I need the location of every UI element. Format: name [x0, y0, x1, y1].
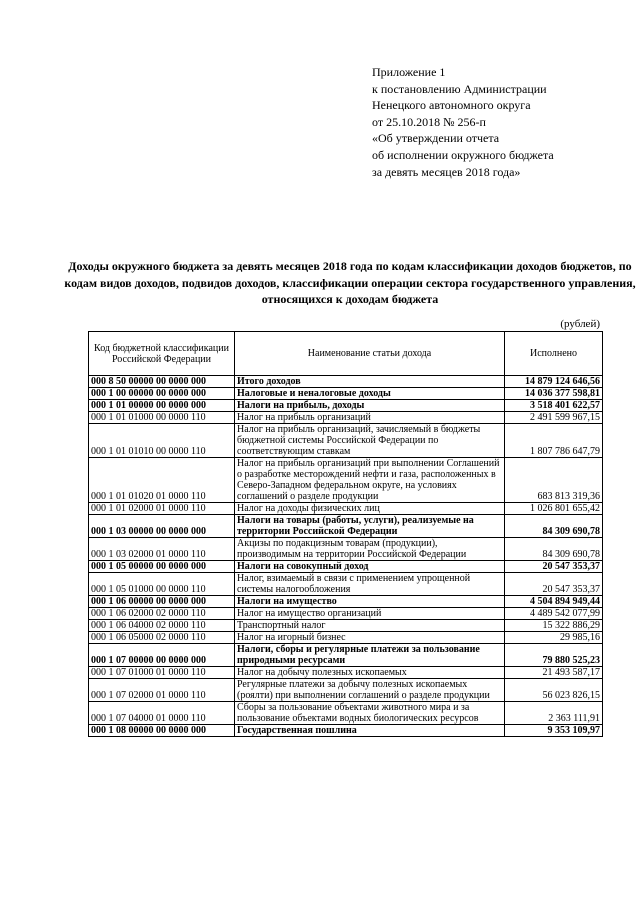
row-amount: 2 491 599 967,15	[505, 412, 603, 424]
row-amount: 14 036 377 598,81	[505, 388, 603, 400]
header-amount: Исполнено	[505, 332, 603, 376]
table-row	[89, 458, 603, 503]
row-name: Налог на игорный бизнес	[235, 632, 505, 644]
row-code: 000 1 05 01000 00 0000 110	[89, 573, 235, 596]
row-name: Регулярные платежи за добычу полезных ископаемых (роялти) при выполнении соглашений о разделе продукции	[235, 679, 505, 702]
row-code: 000 1 01 01000 00 0000 110	[89, 412, 235, 424]
row-amount: 29 985,16	[505, 632, 603, 644]
row-amount: 84 309 690,78	[505, 515, 603, 538]
appendix-line: к постановлению Администрации	[372, 81, 547, 96]
row-name: Налог на прибыль организаций при выполнении Соглашений о разработке месторождений нефти и газа, расположенных в Северо-Западном федеральном округе, на условиях соглашений о разделе продукции	[235, 458, 505, 503]
row-amount: 1 807 786 647,79	[505, 424, 603, 458]
table-row	[89, 538, 603, 561]
row-code: 000 1 01 02000 01 0000 110	[89, 503, 235, 515]
row-code: 000 1 07 00000 00 0000 000	[89, 644, 235, 667]
row-code: 000 1 06 00000 00 0000 000	[89, 596, 235, 608]
row-name: Налоги, сборы и регулярные платежи за пользование природными ресурсами	[235, 644, 505, 667]
row-amount: 84 309 690,78	[505, 538, 603, 561]
row-amount: 9 353 109,97	[505, 725, 603, 737]
row-name: Налоги на прибыль, доходы	[235, 400, 505, 412]
row-name: Государственная пошлина	[235, 725, 505, 737]
table-row	[89, 376, 603, 388]
table-row	[89, 503, 603, 515]
revenue-table	[88, 331, 603, 737]
row-name: Налоги на товары (работы, услуги), реализуемые на территории Российской Федерации	[235, 515, 505, 538]
table-row	[89, 412, 603, 424]
appendix-line: Приложение 1	[372, 65, 446, 79]
table-row	[89, 400, 603, 412]
row-code: 000 1 00 00000 00 0000 000	[89, 388, 235, 400]
row-code: 000 1 07 04000 01 0000 110	[89, 702, 235, 725]
row-amount: 14 879 124 646,56	[505, 376, 603, 388]
row-code: 000 1 08 00000 00 0000 000	[89, 725, 235, 737]
table-row	[89, 620, 603, 632]
row-amount: 1 026 801 655,42	[505, 503, 603, 515]
row-name: Налог на прибыль организаций, зачисляемый в бюджеты бюджетной системы Российской Федерации по соответствующим ставкам	[235, 424, 505, 458]
row-name: Налог на добычу полезных ископаемых	[235, 667, 505, 679]
row-amount: 4 489 542 077,99	[505, 608, 603, 620]
row-code: 000 8 50 00000 00 0000 000	[89, 376, 235, 388]
table-row	[89, 632, 603, 644]
row-amount: 2 363 111,91	[505, 702, 603, 725]
appendix-line: Ненецкого автономного округа	[372, 98, 531, 113]
appendix-line: за девять месяцев 2018 года»	[372, 164, 521, 179]
row-amount: 15 322 886,29	[505, 620, 603, 632]
row-code: 000 1 06 02000 02 0000 110	[89, 608, 235, 620]
row-amount: 20 547 353,37	[505, 573, 603, 596]
row-name: Налог на имущество организаций	[235, 608, 505, 620]
table-row	[89, 515, 603, 538]
row-code: 000 1 01 01020 01 0000 110	[89, 458, 235, 503]
row-code: 000 1 03 00000 00 0000 000	[89, 515, 235, 538]
row-amount: 20 547 353,37	[505, 561, 603, 573]
table-row	[89, 702, 603, 725]
unit-label: (рублей)	[560, 318, 600, 330]
row-name: Итого доходов	[235, 376, 505, 388]
appendix-block	[372, 64, 632, 180]
row-code: 000 1 07 02000 01 0000 110	[89, 679, 235, 702]
row-amount: 3 518 401 622,57	[505, 400, 603, 412]
row-amount: 79 880 525,23	[505, 644, 603, 667]
row-name: Налоги на имущество	[235, 596, 505, 608]
header-name: Наименование статьи дохода	[235, 332, 505, 376]
row-code: 000 1 07 01000 01 0000 110	[89, 667, 235, 679]
header-code: Код бюджетной классификации Российской Федерации	[89, 332, 235, 376]
row-amount: 4 504 894 949,44	[505, 596, 603, 608]
row-name: Налоговые и неналоговые доходы	[235, 388, 505, 400]
appendix-line: от 25.10.2018 № 256-п	[372, 114, 486, 129]
row-name: Налог на прибыль организаций	[235, 412, 505, 424]
table-row	[89, 573, 603, 596]
row-amount: 21 493 587,17	[505, 667, 603, 679]
row-name: Транспортный налог	[235, 620, 505, 632]
row-name: Налог на доходы физических лиц	[235, 503, 505, 515]
table-row	[89, 725, 603, 737]
row-amount: 683 813 319,36	[505, 458, 603, 503]
row-name: Акцизы по подакцизным товарам (продукции), производимым на территории Российской Федерации	[235, 538, 505, 561]
row-code: 000 1 06 04000 02 0000 110	[89, 620, 235, 632]
appendix-line: «Об утверждении отчета	[372, 131, 500, 146]
appendix-line: об исполнении окружного бюджета	[372, 147, 554, 162]
row-name: Сборы за пользование объектами животного мира и за пользование объектами водных биологических ресурсов	[235, 702, 505, 725]
table-row	[89, 424, 603, 458]
row-code: 000 1 01 00000 00 0000 000	[89, 400, 235, 412]
row-name: Налоги на совокупный доход	[235, 561, 505, 573]
table-body	[89, 376, 603, 737]
table-row	[89, 644, 603, 667]
row-code: 000 1 05 00000 00 0000 000	[89, 561, 235, 573]
row-code: 000 1 03 02000 01 0000 110	[89, 538, 235, 561]
table-row	[89, 679, 603, 702]
row-code: 000 1 01 01010 00 0000 110	[89, 424, 235, 458]
row-name: Налог, взимаемый в связи с применением упрощенной системы налогообложения	[235, 573, 505, 596]
table-row	[89, 388, 603, 400]
table-row	[89, 608, 603, 620]
document-title: Доходы окружного бюджета за девять месяцев 2018 года по кодам классификации доходов бюджетов, по кодам видов доходов, подвидов доходов, классификации операции сектора государственного управления, относящихся к доходам бюджета	[64, 259, 636, 306]
table-row	[89, 561, 603, 573]
row-code: 000 1 06 05000 02 0000 110	[89, 632, 235, 644]
table-row	[89, 667, 603, 679]
row-amount: 56 023 826,15	[505, 679, 603, 702]
table-row	[89, 596, 603, 608]
